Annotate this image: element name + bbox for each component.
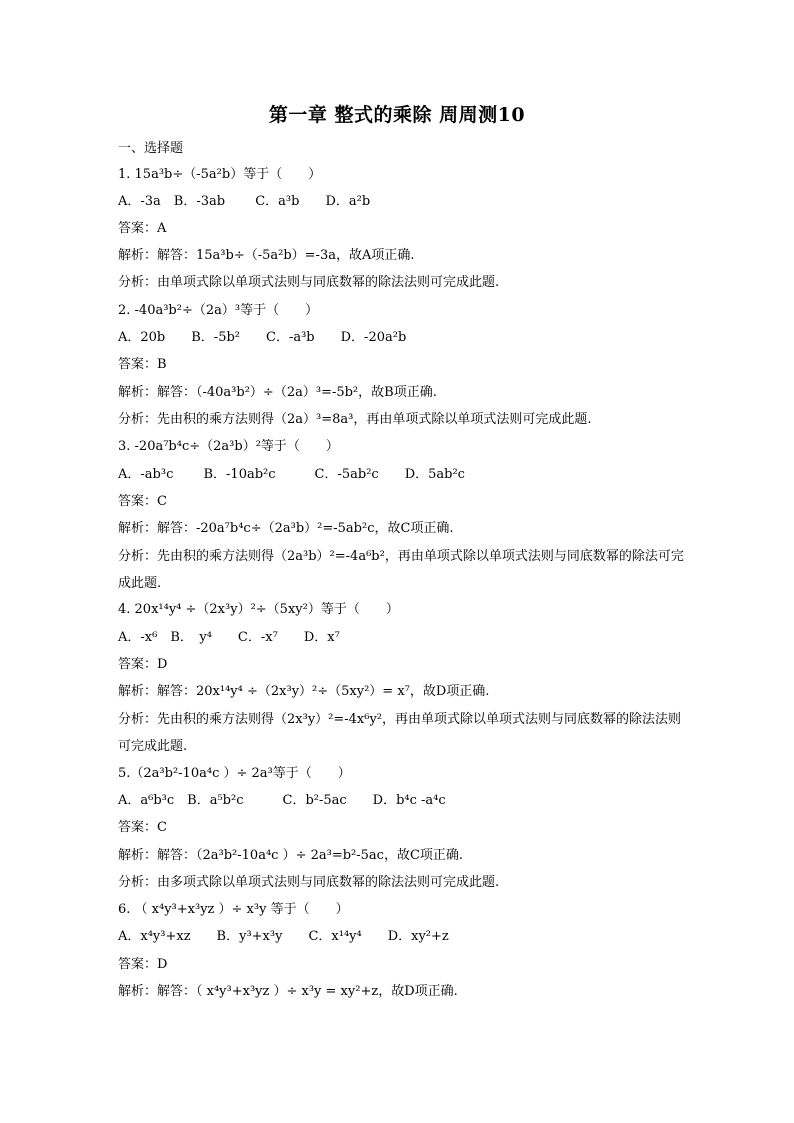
solution-4: 解析：解答：20x¹⁴y⁴ ÷（2x³y）²÷（5xy²）= x⁷，故D项正确. xyxy=(118,684,490,699)
page-title: 第一章 整式的乘除 周周测10 xyxy=(268,104,526,126)
options-1: A．-3a B．-3ab C．a³b D．a²b xyxy=(118,194,371,209)
analysis-3: 分析：先由积的乘方法则得（2a³b）²=-4a⁶b²，再由单项式除以单项式法则与同底数幂的除法可完成此题. xyxy=(118,549,684,591)
question-2: 2. -40a³b²÷（2a）³等于（ ） xyxy=(118,303,319,318)
question-6: 6. （ x⁴y³+x³yz ）÷ x³y 等于（ ） xyxy=(118,902,349,917)
answer-6: 答案：D xyxy=(118,957,168,972)
options-2: A．20b B．-5b² C．-a³b D．-20a²b xyxy=(118,330,407,345)
options-5: A．a⁶b³c B．a⁵b²c C．b²-5ac D．b⁴c -a⁴c xyxy=(118,793,446,808)
solution-3: 解析：解答：-20a⁷b⁴c÷（2a³b）²=-5ab²c，故C项正确. xyxy=(118,521,454,536)
section-heading: 一、选择题 xyxy=(118,141,184,156)
question-4: 4. 20x¹⁴y⁴ ÷（2x³y）²÷（5xy²）等于（ ） xyxy=(118,602,399,617)
options-6: A．x⁴y³+xz B．y³+x³y C．x¹⁴y⁴ D．xy²+z xyxy=(118,929,449,944)
analysis-1: 分析：由单项式除以单项式法则与同底数幂的除法法则可完成此题. xyxy=(118,275,500,290)
solution-5: 解析：解答：（2a³b²-10a⁴c ）÷ 2a³=b²-5ac，故C项正确. xyxy=(118,848,464,863)
analysis-5: 分析：由多项式除以单项式法则与同底数幂的除法法则可完成此题. xyxy=(118,875,500,890)
question-5: 5.（2a³b²-10a⁴c ）÷ 2a³等于（ ） xyxy=(118,766,351,781)
question-3: 3. -20a⁷b⁴c÷（2a³b）²等于（ ） xyxy=(118,439,339,454)
solution-1: 解析：解答：15a³b÷（-5a²b）=-3a，故A项正确. xyxy=(118,248,415,263)
answer-3: 答案：C xyxy=(118,494,167,509)
options-3: A．-ab³c B．-10ab²c C．-5ab²c D．5ab²c xyxy=(118,467,465,482)
answer-5: 答案：C xyxy=(118,820,167,835)
question-1: 1. 15a³b÷（-5a²b）等于（ ） xyxy=(118,167,322,182)
solution-6: 解析：解答：（ x⁴y³+x³yz ）÷ x³y = xy²+z，故D项正确. xyxy=(118,984,458,999)
solution-2: 解析：解答：（-40a³b²）÷（2a）³=-5b²，故B项正确. xyxy=(118,385,437,400)
answer-4: 答案：D xyxy=(118,657,168,672)
analysis-4: 分析：先由积的乘方法则得（2x³y）²=-4x⁶y²，再由单项式除以单项式法则与同底数幂的除法法则可完成此题. xyxy=(118,712,682,754)
answer-2: 答案：B xyxy=(118,357,167,372)
analysis-2: 分析：先由积的乘方法则得（2a）³=8a³，再由单项式除以单项式法则可完成此题. xyxy=(118,412,592,427)
answer-1: 答案：A xyxy=(118,221,167,236)
options-4: A．-x⁶ B． y⁴ C．-x⁷ D．x⁷ xyxy=(118,630,340,645)
